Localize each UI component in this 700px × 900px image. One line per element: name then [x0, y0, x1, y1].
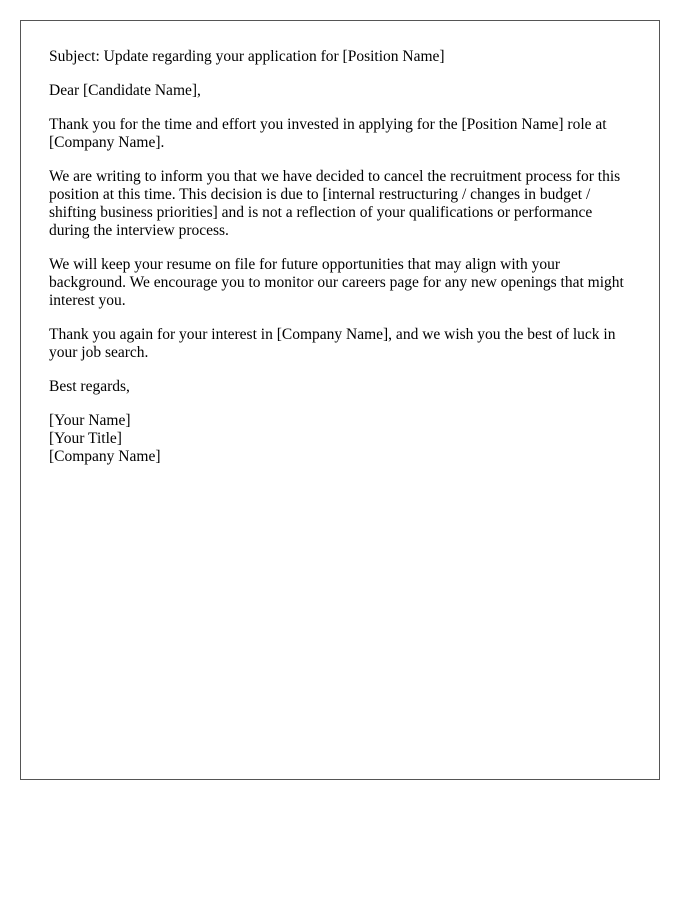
letter-paragraph-4: Thank you again for your interest in [Company Name], and we wish you the best of luck in your job search.: [49, 326, 616, 361]
letter-greeting: Dear [Candidate Name],: [49, 82, 201, 99]
letter-paragraph-3: We will keep your resume on file for future opportunities that may align with your background. We encourage you to monitor our careers page for any new openings that might interest you.: [49, 256, 624, 309]
letter-subject: Subject: Update regarding your application for [Position Name]: [49, 48, 445, 65]
letter-page: [20, 20, 660, 780]
signature-name: [Your Name]: [49, 412, 131, 429]
signature-block: [49, 412, 631, 466]
letter-paragraph-1: Thank you for the time and effort you invested in applying for the [Position Name] role at [Company Name].: [49, 116, 607, 151]
letter-closing: Best regards,: [49, 378, 130, 395]
signature-title: [Your Title]: [49, 430, 122, 447]
letter-paragraph-2: We are writing to inform you that we have decided to cancel the recruitment process for this position at this time. This decision is due to [internal restructuring / changes in budget / shifting business priorities] and is not a reflection of your qualifications or performance during the interview process.: [49, 168, 621, 239]
signature-company: [Company Name]: [49, 448, 161, 465]
